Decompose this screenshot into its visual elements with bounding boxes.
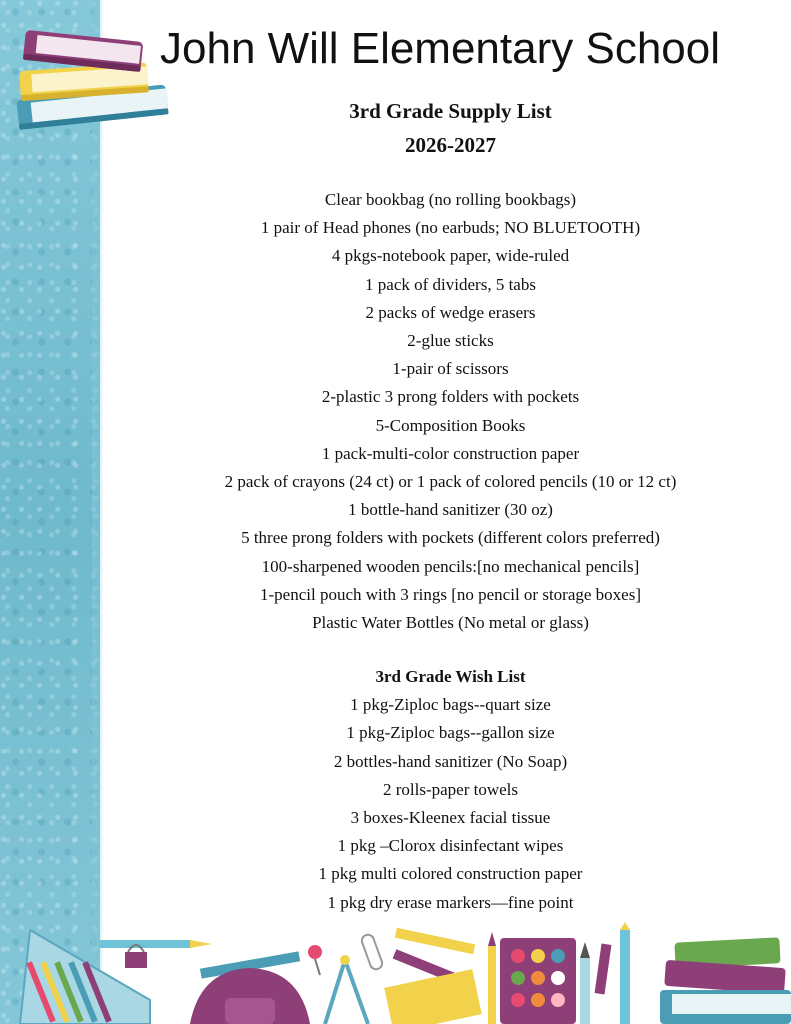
wish-item: 2 bottles-hand sanitizer (No Soap) [333, 751, 568, 771]
compass-icon [325, 955, 368, 1024]
pencil-icon [100, 940, 212, 948]
supply-list-title: 3rd Grade Supply List [349, 99, 552, 123]
wish-list [110, 691, 791, 917]
school-name: John Will Elementary School [160, 24, 721, 73]
side-strip-edge [92, 0, 104, 1024]
wish-list-title: 3rd Grade Wish List [375, 667, 526, 687]
supply-item: 2-plastic 3 prong folders with pockets [321, 387, 580, 407]
supply-item: Clear bookbag (no rolling bookbags) [324, 190, 577, 209]
supply-item: 2 packs of wedge erasers [365, 302, 536, 322]
wish-item: 1 pkg-Ziploc bags--quart size [350, 695, 551, 715]
paint-palette-icon [500, 938, 576, 1024]
wish-item: 2 rolls-paper towels [382, 779, 519, 799]
wish-item: 1 pkg multi colored construction paper [318, 864, 583, 884]
supply-item: 5 three prong folders with pockets (different colors preferred) [241, 528, 660, 548]
supply-item: 1 pack-multi-color construction paper [321, 443, 580, 463]
supply-item: 100-sharpened wooden pencils:[no mechanical pencils] [261, 556, 640, 576]
supply-item: 1-pair of scissors [392, 359, 509, 379]
paper-clip-icon [360, 933, 384, 971]
binder-clip-icon [125, 945, 147, 968]
book-stack-icon [660, 937, 791, 1024]
supply-list [110, 186, 791, 637]
wish-item: 1 pkg-Ziploc bags--gallon size [346, 723, 555, 743]
wish-item: 1 pkg –Clorox disinfectant wipes [337, 836, 564, 856]
wish-item: 3 boxes-Kleenex facial tissue [350, 808, 551, 828]
supply-item: 5-Composition Books [375, 415, 526, 435]
decorative-side-strip [0, 0, 100, 1024]
supply-item: 1 pack of dividers, 5 tabs [365, 274, 536, 294]
supply-item: 1-pencil pouch with 3 rings [no pencil or storage boxes] [260, 584, 641, 604]
supply-item: Plastic Water Bottles (No metal or glass) [312, 613, 589, 633]
notebook-icon [384, 969, 482, 1024]
supply-item: 4 pkgs-notebook paper, wide-ruled [331, 246, 570, 266]
supply-item: 2-glue sticks [407, 331, 494, 351]
supply-item: 1 bottle-hand sanitizer (30 oz) [348, 500, 553, 520]
school-supplies-border [0, 920, 791, 1024]
supply-document [110, 96, 791, 917]
supply-item: 2 pack of crayons (24 ct) or 1 pack of colored pencils (10 or 12 ct) [224, 472, 677, 492]
push-pin-icon [308, 945, 322, 975]
school-year: 2026-2027 [405, 133, 496, 157]
wish-item: 1 pkg dry erase markers—fine point [327, 892, 574, 912]
supply-item: 1 pair of Head phones (no earbuds; NO BLUETOOTH) [260, 218, 641, 238]
